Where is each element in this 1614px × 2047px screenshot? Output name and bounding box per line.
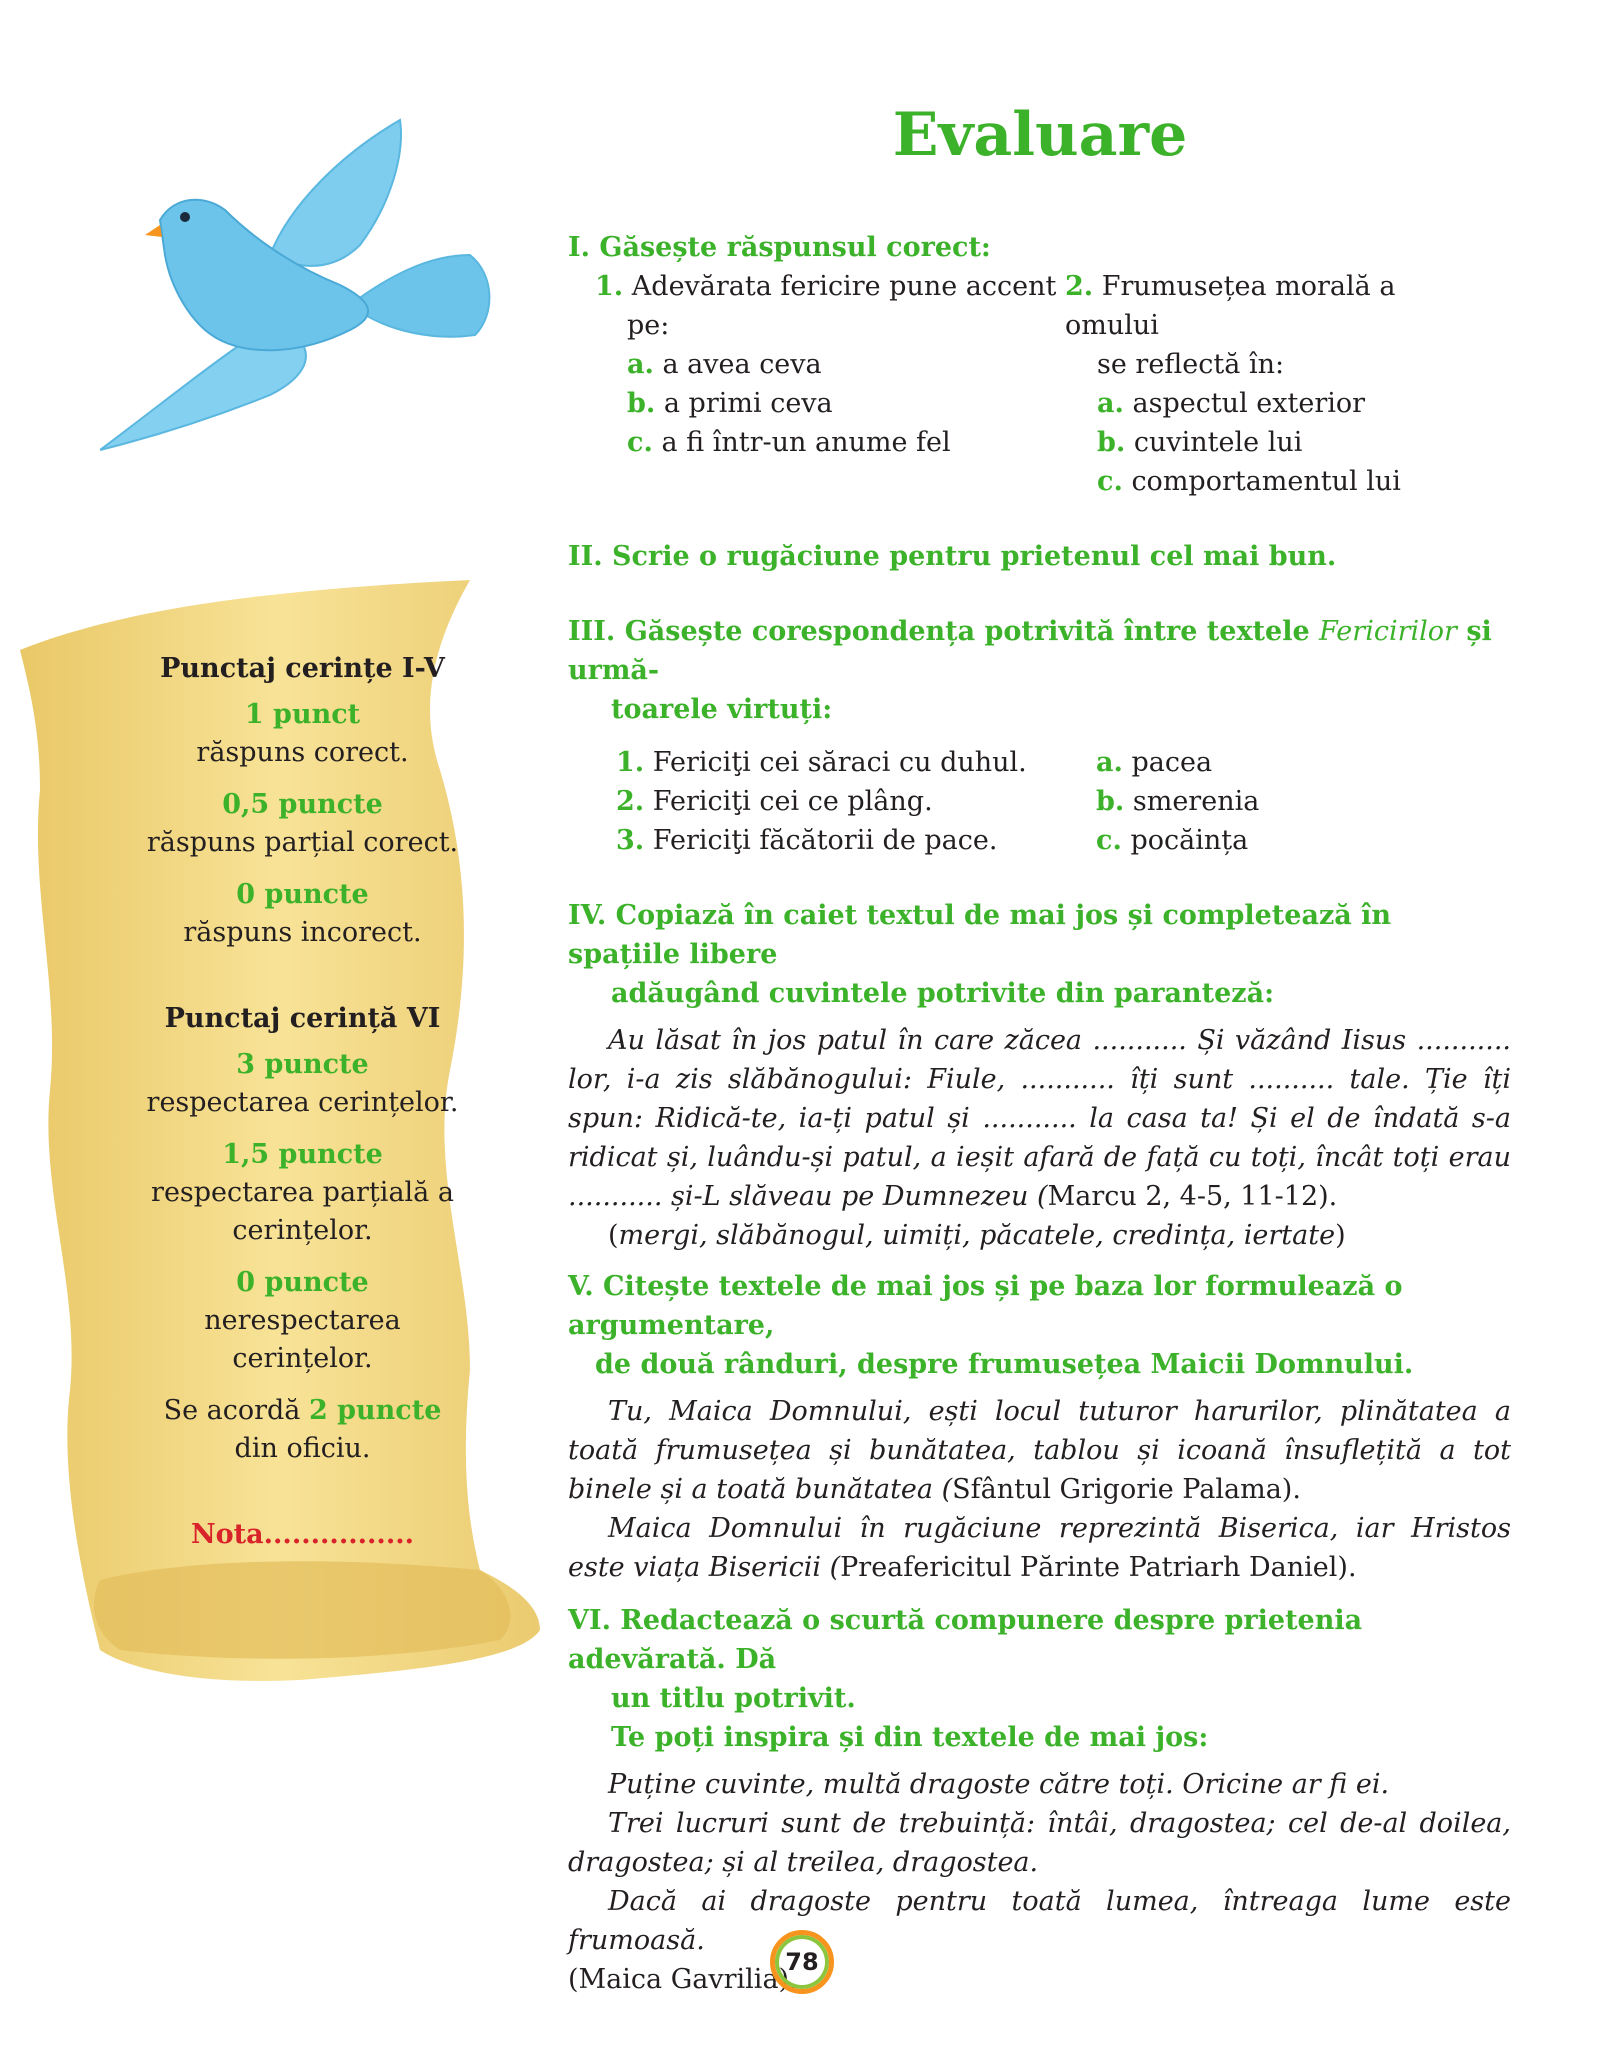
score-description: nerespectarea cerințelor. xyxy=(204,1305,401,1374)
score-points: 0 puncte xyxy=(236,879,369,910)
score-points: 0,5 puncte xyxy=(222,789,383,820)
evaluation-content xyxy=(568,228,1511,1999)
section-i-questions xyxy=(595,267,1511,501)
page-title: Evaluare xyxy=(892,100,1188,170)
list-item: c. pocăința xyxy=(1096,825,1249,856)
question-1: 1. Adevărata fericire pune accent pe: a. a avea ceva b. a primi ceva c. a fi într-un anume fel xyxy=(595,267,1065,501)
quote-attribution: (Maica Gavrilia). xyxy=(568,1964,798,1995)
scoring-heading-i-v: Punctaj cerințe I-V xyxy=(160,653,445,684)
question-2: 2. Frumusețea morală a omului se reflectă în: a. aspectul exterior b. cuvintele lui c. comportamentul lui xyxy=(1065,267,1495,501)
gospel-fill-in-text: Au lăsat în jos patul în care zăcea ........... Și văzând Iisus ........... lor, i-a zis slăbănogului: Fiule, ........... îți sunt .......... tale. Ție îți spun: Ridică-te, ia-ți patul și ........... la casa ta! Și el de îndată s-a ridicat și, luându-și patul, a ieșit afară de față cu toți, încât toți erau ........... și-L slăveau pe Dumnezeu (Marcu 2, 4-5, 11-12). xyxy=(568,1025,1511,1212)
answer-option: b. cuvintele lui xyxy=(1097,427,1303,458)
section-ii-heading: II. Scrie o rugăciune pentru prietenul cel mai bun. xyxy=(568,541,1337,572)
quote-palama: Tu, Maica Domnului, ești locul tuturor harurilor, plinătatea a toată frumusețea și bunătatea, tablou și icoană însuflețită a tot binele și a toată bunătatea (Sfântul Grigorie Palama). xyxy=(568,1396,1511,1505)
virtues-list xyxy=(1096,743,1259,860)
list-item: 3. Fericiţi făcătorii de pace. xyxy=(616,825,998,856)
quote-line: Puține cuvinte, multă dragoste către toți. Oricine ar fi ei. xyxy=(608,1769,1390,1800)
bonus-text: Se acordă 2 puncte xyxy=(163,1395,442,1426)
list-item: b. smerenia xyxy=(1096,786,1260,817)
section-v-heading: V. Citește textele de mai jos și pe baza lor formulează o argumentare, de două rânduri, despre frumusețea Maicii Domnului. xyxy=(568,1271,1414,1380)
answer-option: a. aspectul exterior xyxy=(1097,388,1366,419)
section-iii-heading: III. Găsește corespondența potrivită între textele Fericirilor și urmă- toarele virtuți: xyxy=(568,616,1492,725)
beatitudes-list xyxy=(616,743,1096,860)
bonus-text-2: din oficiu. xyxy=(234,1433,371,1464)
grade-field: Nota................ xyxy=(190,1519,415,1550)
section-iii-matching xyxy=(616,743,1511,860)
section-i-heading: I. Găsește răspunsul corect: xyxy=(568,232,991,263)
score-description: răspuns incorect. xyxy=(183,917,422,948)
list-item: 1. Fericiţi cei săraci cu duhul. xyxy=(616,747,1027,778)
quote-line: Dacă ai dragoste pentru toată lumea, întreaga lume este frumoasă. xyxy=(568,1886,1511,1956)
page-number: 78 xyxy=(770,1930,834,1994)
score-description: respectarea parțială a xyxy=(151,1177,454,1208)
scoring-heading-vi: Punctaj cerință VI xyxy=(164,1003,441,1034)
score-description: respectarea cerințelor. xyxy=(146,1087,459,1118)
score-points: 0 puncte xyxy=(236,1267,369,1298)
score-description: răspuns parțial corect. xyxy=(146,827,459,858)
score-description: răspuns corect. xyxy=(196,737,409,768)
list-item: 2. Fericiţi cei ce plâng. xyxy=(616,786,933,817)
answer-option: b. a primi ceva xyxy=(627,388,833,419)
word-bank: (mergi, slăbănogul, uimiți, păcatele, credința, iertate) xyxy=(608,1220,1346,1251)
answer-option: c. a fi într-un anume fel xyxy=(627,427,951,458)
score-points: 1,5 puncte xyxy=(222,1139,383,1170)
scoring-panel xyxy=(130,650,475,1554)
score-description: cerințelor. xyxy=(232,1215,373,1246)
score-points: 3 puncte xyxy=(236,1049,369,1080)
dove-illustration xyxy=(100,115,510,455)
section-vi-heading: VI. Redactează o scurtă compunere despre prietenia adevărată. Dă un titlu potrivit. Te poți inspira și din textele de mai jos: xyxy=(568,1605,1363,1753)
quote-line: Trei lucruri sunt de trebuință: întâi, dragostea; cel de-al doilea, dragostea; și al treilea, dragostea. xyxy=(568,1808,1511,1878)
score-points: 1 punct xyxy=(244,699,361,730)
quote-daniel: Maica Domnului în rugăciune reprezintă Biserica, iar Hristos este viața Bisericii (Preafericitul Părinte Patriarh Daniel). xyxy=(568,1513,1511,1583)
section-iv-heading: IV. Copiază în caiet textul de mai jos și completează în spațiile libere adăugând cuvintele potrivite din paranteză: xyxy=(568,900,1392,1009)
answer-option: a. a avea ceva xyxy=(627,349,822,380)
answer-option: c. comportamentul lui xyxy=(1097,466,1401,497)
list-item: a. pacea xyxy=(1096,747,1213,778)
